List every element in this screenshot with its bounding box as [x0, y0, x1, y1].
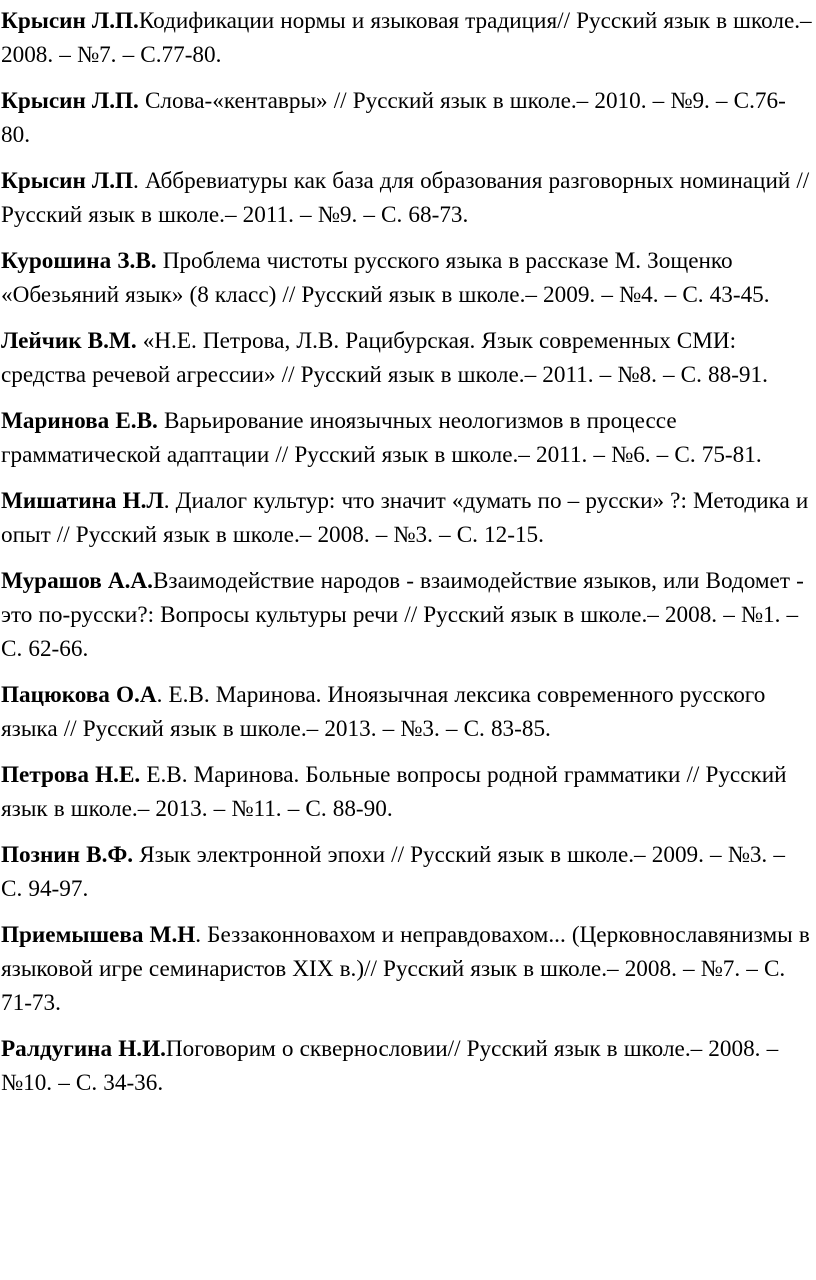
- entry-author: Курошина З.В.: [1, 248, 157, 274]
- entry-text: . Е.В. Маринова. Иноязычная лексика современного русского языка // Русский язык в школе.– 2013. – №3. – С. 83-85.: [1, 682, 766, 742]
- bibliography-entry: [1, 84, 812, 152]
- bibliography-entry: [1, 244, 812, 312]
- entry-author: Познин В.Ф.: [1, 842, 134, 868]
- bibliography-entry: [1, 678, 812, 746]
- bibliography-entry: [1, 404, 812, 472]
- bibliography-entry: [1, 1032, 812, 1100]
- bibliography-entry: [1, 164, 812, 232]
- entry-text: . Аббревиатуры как база для образования разговорных номинаций // Русский язык в школе.– 2011. – №9. – С. 68-73.: [1, 168, 810, 228]
- entry-text: Слова-«кентавры» // Русский язык в школе.– 2010. – №9. – С.76-80.: [1, 88, 786, 148]
- bibliography-entry: [1, 918, 812, 1020]
- entry-author: Лейчик В.М.: [1, 328, 137, 354]
- entry-author: Петрова Н.Е.: [1, 762, 141, 788]
- entry-author: Крысин Л.П.: [1, 88, 139, 114]
- entry-text: Поговорим о сквернословии// Русский язык в школе.– 2008. – №10. – С. 34-36.: [1, 1036, 779, 1096]
- entry-text: Язык электронной эпохи // Русский язык в школе.– 2009. – №3. – С. 94-97.: [1, 842, 785, 902]
- bibliography-entry: [1, 4, 812, 72]
- entry-text: Кодификации нормы и языковая традиция// Русский язык в школе.– 2008. – №7. – С.77-80.: [1, 8, 812, 68]
- bibliography-entry: [1, 564, 812, 666]
- entry-author: Маринова Е.В.: [1, 408, 158, 434]
- entry-author: Пацюкова О.А: [1, 682, 157, 708]
- entry-author: Приемышева М.Н: [1, 922, 196, 948]
- bibliography-entry: [1, 758, 812, 826]
- entry-author: Мишатина Н.Л: [1, 488, 164, 514]
- entry-author: Мурашов А.А.: [1, 568, 153, 594]
- entry-text: Варьирование иноязычных неологизмов в процессе грамматической адаптации // Русский язык в школе.– 2011. – №6. – С. 75-81.: [1, 408, 762, 468]
- bibliography-entry: [1, 324, 812, 392]
- entry-text: «Н.Е. Петрова, Л.В. Рацибурская. Язык современных СМИ: средства речевой агрессии» // Русский язык в школе.– 2011. – №8. – С. 88-91.: [1, 328, 768, 388]
- entry-author: Крысин Л.П.: [1, 8, 139, 34]
- entry-text: Взаимодействие народов - взаимодействие языков, или Водомет - это по-русски?: Вопросы культуры речи // Русский язык в школе.– 2008. – №1. – С. 62-66.: [1, 568, 804, 662]
- entry-author: Ралдугина Н.И.: [1, 1036, 166, 1062]
- bibliography-entry: [1, 484, 812, 552]
- entry-text: Проблема чистоты русского языка в рассказе М. Зощенко «Обезьяний язык» (8 класс) // Русский язык в школе.– 2009. – №4. – С. 43-45.: [1, 248, 770, 308]
- entry-text: Е.В. Маринова. Больные вопросы родной грамматики // Русский язык в школе.– 2013. – №11. – С. 88-90.: [1, 762, 787, 822]
- entry-text: . Беззаконновахом и неправдовахом... (Церковнославянизмы в языковой игре семинаристов XIX в.)// Русский язык в школе.– 2008. – №7. – С. 71-73.: [1, 922, 810, 1016]
- entry-text: . Диалог культур: что значит «думать по – русски» ?: Методика и опыт // Русский язык в школе.– 2008. – №3. – С. 12-15.: [1, 488, 809, 548]
- bibliography-entry: [1, 838, 812, 906]
- entry-author: Крысин Л.П: [1, 168, 134, 194]
